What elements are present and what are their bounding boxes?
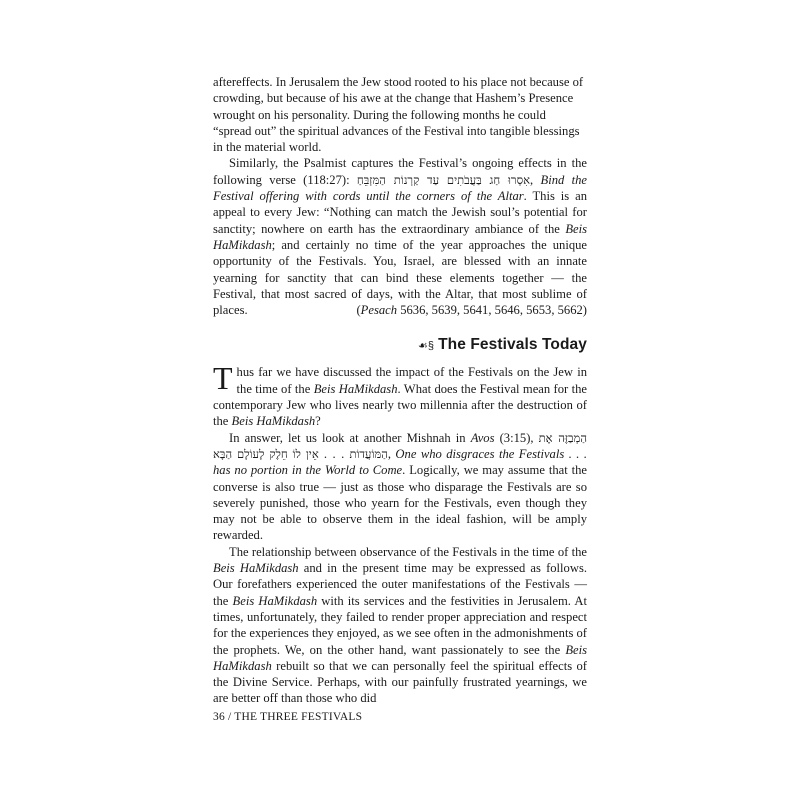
italic-term: Beis HaMikdash [231,414,316,429]
paragraph-5 [213,544,587,707]
italic-term: Beis HaMikdash [313,381,398,396]
section-title: The Festivals Today [438,336,587,354]
text-run: rebuilt so that we can personally feel the spiritual effects of the Divine Service. Perhaps, with our painfully frustrated yearnings, we are better off than those who did [213,658,587,706]
section-heading [213,336,587,354]
text-run: The relationship between observance of the Festivals in the time of the [229,544,587,559]
text-run: In answer, let us look at another Mishnah in [229,430,471,445]
citation-line [213,302,587,318]
italic-term: Beis HaMikdash [232,593,318,608]
drop-cap: T [213,360,233,397]
text-run: and in the present time may be expressed as follows. Our forefathers experienced the outer manifestations of the Festivals — the [213,561,587,608]
citation-source: Pesach [360,303,398,318]
text-line: in the material world. [213,140,322,155]
italic-term: Beis HaMikdash [213,642,587,673]
text-run: . This is an appeal to every Jew: “Nothing can match the Jewish soul’s potential for sanctity; nowhere on earth has the extraordinary ambiance of the [213,189,587,236]
page-footer: 36 / THE THREE FESTIVALS [213,711,363,723]
italic-translation: One who disgraces the Festivals . . . has no portion in the World to Come [213,446,588,478]
text-run: , [387,446,396,461]
citation-open: ( [356,303,361,318]
italic-term: Avos [470,430,495,445]
hebrew-verse: אִסְרוּ חַג בַּעֲבֹתִים עַד קַרְנוֹת הַמִּזְבֵּחַ [356,172,531,187]
italic-translation: Bind the Festival offering with cords until the corners of the Altar [213,172,587,204]
text-run: Similarly, the Psalmist captures the Festival’s ongoing effects in the following verse (118:27): [213,156,587,187]
hebrew-mishnah: הַמְבַזֶּה אֶת הַמּוֹעֲדוֹת . . . אֵין לוֹ חֵלֶק לָעוֹלָם הַבָּא [213,430,587,461]
text-line: wrought on his personality. During the following months he could [213,107,546,122]
text-run: with its services and the festivities in Jerusalem. At times, unfortunately, they failed to render proper appreciation and respect for the experiences they enjoyed, as we see often in the admonishments of the prophets. We, on the other hand, want passionately to see the [213,593,587,657]
text-run: ; and certainly no time of the year approaches the unique opportunity of the Festivals. You, Israel, are blessed with an innate yearning for sanctity that can bind these elements together — the Festival, that most sacred of days, with the Altar, that most sublime of places. [213,237,587,318]
italic-term: Beis HaMikdash [213,561,299,576]
italic-term: Beis HaMikdash [213,221,587,252]
text-run: , [530,172,541,187]
text-line: aftereffects. In Jerusalem the Jew stood rooted to his place not because of [213,75,584,89]
paragraph-2 [213,155,587,318]
text-run: (3:15), [494,430,539,445]
text-column [213,74,587,707]
text-run: ? [315,414,321,429]
citation-numbers: 5636, 5639, 5641, 5646, 5653, 5662) [397,303,587,318]
text-run: . What does the Festival mean for the contemporary Jew who lives nearly two millennia after the destruction of the [213,381,587,429]
paragraph-4 [213,430,587,544]
paragraph-3 [213,360,587,429]
ornament-icon: ☙§ [417,340,435,353]
text-run: . Logically, we may assume that the converse is also true — just as those who disparage the Festivals are so severely punished, those who yearn for the Festivals, even though they may not be able to observe them in the ideal fashion, will be amply rewarded. [213,463,587,543]
paragraph-1 [213,74,587,155]
text-line: “spread out” the spiritual advances of the Festival into tangible blessings [213,123,580,138]
text-run: hus far we have discussed the impact of the Festivals on the Jew in the time of the [236,365,587,396]
text-line: crowding, but because of his awe at the change that Hashem’s Presence [213,91,574,106]
